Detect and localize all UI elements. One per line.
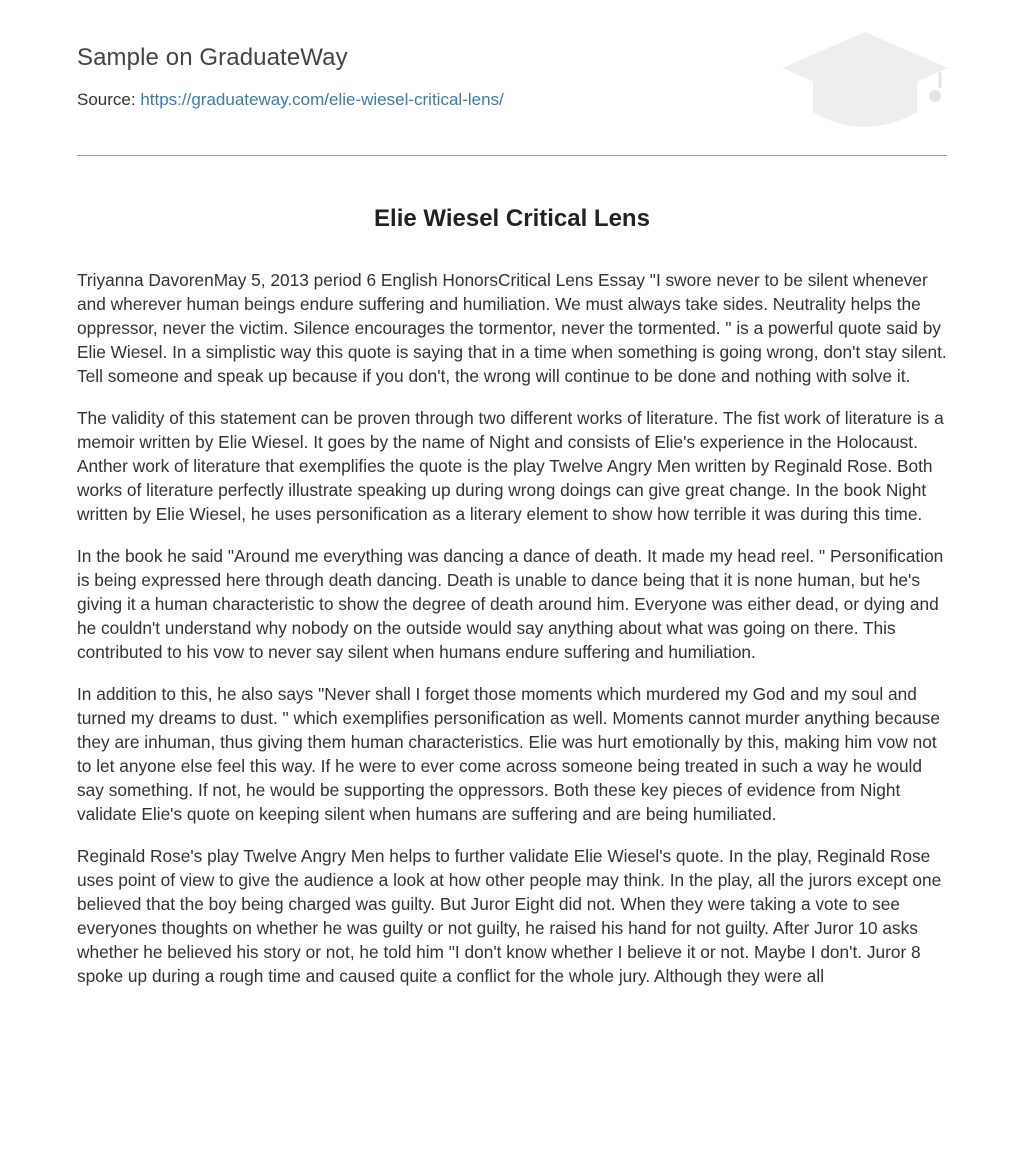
essay-paragraph: In addition to this, he also says "Never shall I forget those moments which murdered my God and my soul and turned my dreams to dust. " which exemplifies personification as well. Moments cannot murder anything because they are inhuman, thus giving them human characteristics. Elie was hurt emotionally by this, making him vow not to let anyone else feel this way. If he were to ever come across someone being treated in such a way he would say something. If not, he would be supporting the oppressors. Both these key pieces of evidence from Night validate Elie's quote on keeping silent when humans are suffering and are being humiliated. xyxy=(77,684,940,824)
header-divider xyxy=(77,155,947,156)
source-line xyxy=(77,90,504,110)
header xyxy=(77,0,947,156)
essay-paragraph: In the book he said "Around me everything was dancing a dance of death. It made my head reel. " Personification is being expressed here through death dancing. Death is unable to dance being that it is none human, but he's giving it a human characteristic to show the degree of death around him. Everyone was either dead, or dying and he couldn't understand why nobody on the outside would say anything about what was going on there. This contributed to his vow to never say silent when humans endure suffering and humiliation. xyxy=(77,546,944,662)
document-title: Elie Wiesel Critical Lens xyxy=(374,205,650,232)
essay-paragraph: The validity of this statement can be proven through two different works of literature. The fist work of literature is a memoir written by Elie Wiesel. It goes by the name of Night and consists of Elie's experience in the Holocaust. Anther work of literature that exemplifies the quote is the play Twelve Angry Men written by Reginald Rose. Both works of literature perfectly illustrate speaking up during wrong doings can give great change. In the book Night written by Elie Wiesel, he uses personification as a literary element to show how terrible it was during this time. xyxy=(77,408,944,524)
essay-paragraph: Triyanna DavorenMay 5, 2013 period 6 English HonorsCritical Lens Essay "I swore never to be silent whenever and wherever human beings endure suffering and humiliation. We must always take sides. Neutrality helps the oppressor, never the victim. Silence encourages the tormentor, never the tormented. " is a powerful quote said by Elie Wiesel. In a simplistic way this quote is saying that in a time when something is going wrong, don't stay silent. Tell someone and speak up because if you don't, the wrong will continue to be done and nothing with solve it. xyxy=(77,270,947,386)
essay-body xyxy=(77,268,947,1006)
graduation-cap-icon xyxy=(780,30,950,134)
essay-paragraph: Reginald Rose's play Twelve Angry Men helps to further validate Elie Wiesel's quote. In the play, Reginald Rose uses point of view to give the audience a look at how other people may think. In the play, all the jurors except one believed that the boy being charged was guilty. But Juror Eight did not. When they were taking a vote to see everyones thoughts on whether he was guilty or not guilty, he raised his hand for not guilty. After Juror 10 asks whether he believed his story or not, he told him "I don't know whether I believe it or not. Maybe I don't. Juror 8 spoke up during a rough time and caused quite a conflict for the whole jury. Although they were all xyxy=(77,846,942,986)
site-title: Sample on GraduateWay xyxy=(77,44,348,71)
source-link[interactable]: https://graduateway.com/elie-wiesel-critical-lens/ xyxy=(140,90,504,109)
source-label: Source: xyxy=(77,90,136,109)
